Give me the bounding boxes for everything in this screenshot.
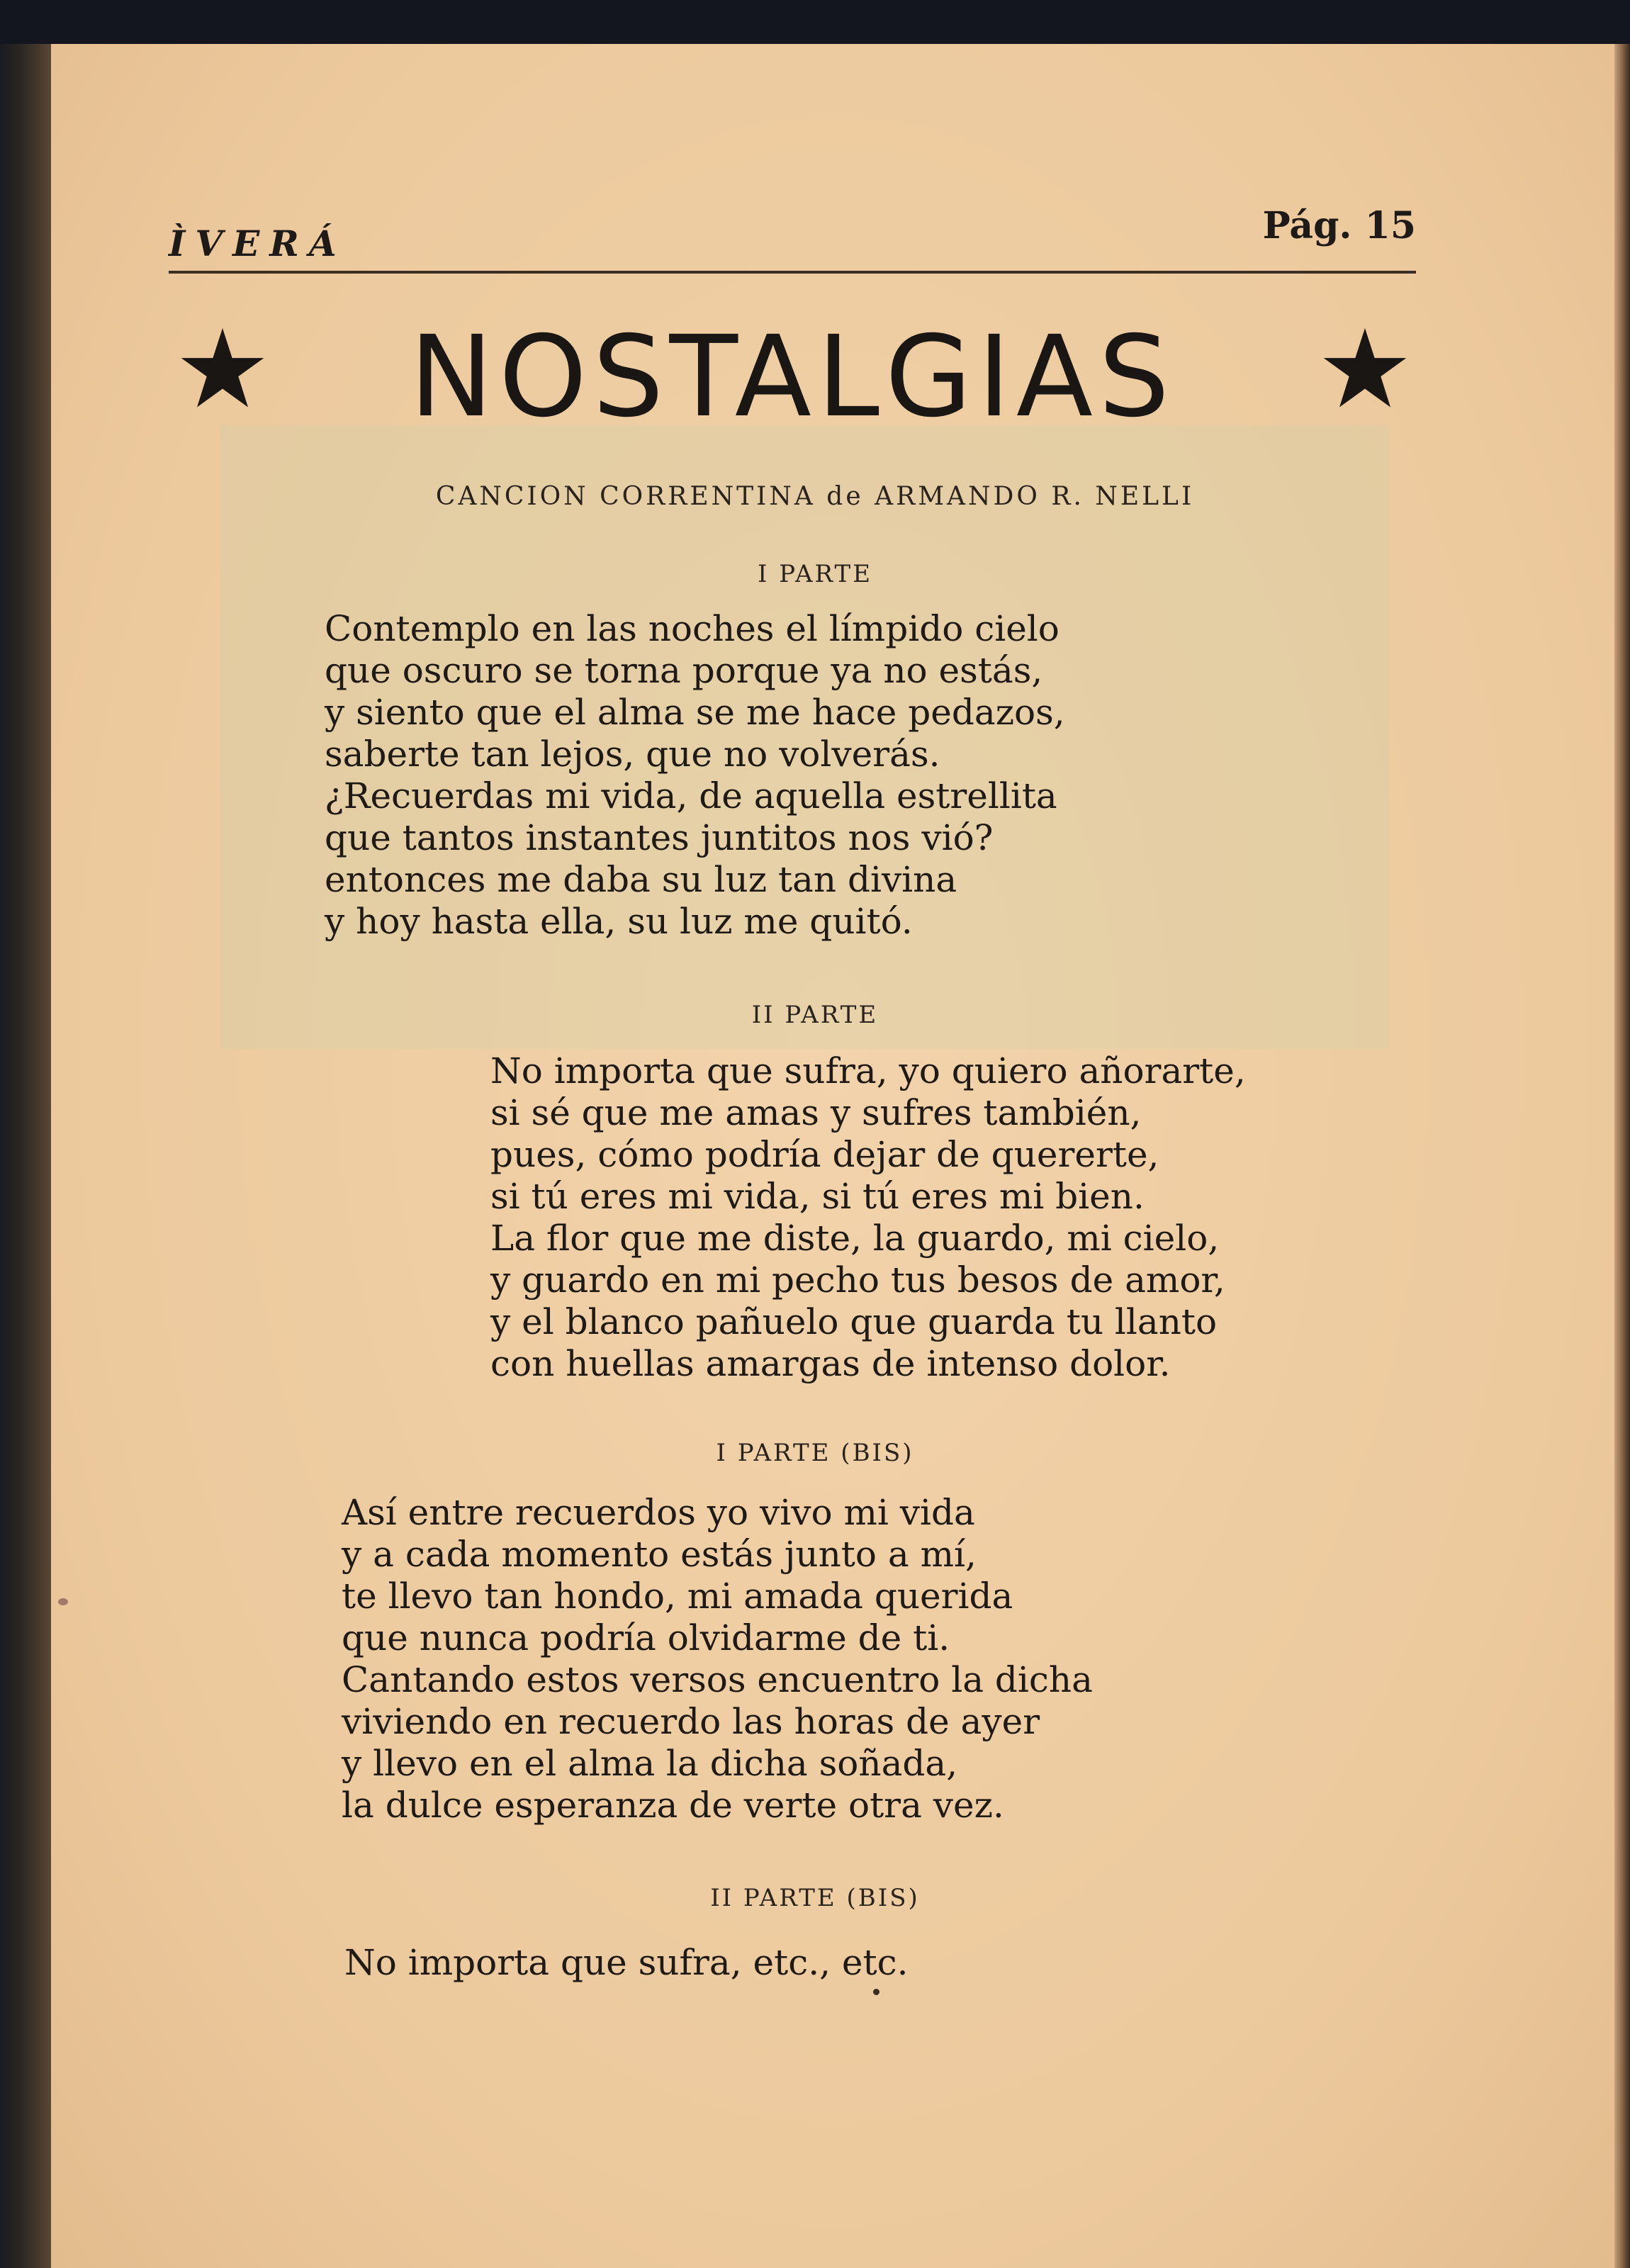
verse-line: Así entre recuerdos yo vivo mi vida xyxy=(342,1492,975,1533)
song-subtitle: CANCION CORRENTINA de ARMANDO R. NELLI xyxy=(435,482,1195,511)
verse-line: y guardo en mi pecho tus besos de amor, xyxy=(490,1259,1225,1301)
verse-line: con huellas amargas de intenso dolor. xyxy=(490,1343,1171,1384)
verse-line: si sé que me amas y sufres también, xyxy=(490,1092,1142,1133)
section-heading: II PARTE (BIS) xyxy=(710,1884,920,1912)
section-heading: I PARTE (BIS) xyxy=(716,1439,914,1467)
verse-line: la dulce esperanza de verte otra vez. xyxy=(342,1785,1004,1826)
verse-line: ¿Recuerdas mi vida, de aquella estrellita xyxy=(325,775,1057,816)
verse-line: que nunca podría olvidarme de ti. xyxy=(342,1617,950,1658)
running-header xyxy=(169,198,1416,276)
verse-line: y el blanco pañuelo que guarda tu llanto xyxy=(490,1301,1218,1342)
book-spine-shadow xyxy=(0,44,51,2268)
verse-line: y siento que el alma se me hace pedazos, xyxy=(325,692,1065,733)
verse-line: La flor que me diste, la guardo, mi cielo, xyxy=(490,1218,1220,1259)
stanza xyxy=(325,608,1065,943)
verse-line: No importa que sufra, yo quiero añorarte, xyxy=(490,1050,1246,1091)
section-heading: II PARTE xyxy=(751,1001,879,1029)
verse-line: pues, cómo podría dejar de quererte, xyxy=(490,1134,1159,1175)
song-title: NOSTALGIAS xyxy=(409,312,1176,442)
verse-line: que oscuro se torna porque ya no estás, xyxy=(325,650,1043,691)
page-edge xyxy=(1614,44,1630,2268)
verse-line: No importa que sufra, etc., etc. xyxy=(344,1942,909,1983)
verse-line: saberte tan lejos, que no volverás. xyxy=(325,734,940,775)
stanza xyxy=(490,1050,1246,1385)
verse-line: Cantando estos versos encuentro la dicha xyxy=(342,1659,1093,1700)
stanza xyxy=(344,1942,908,1984)
verse-line: si tú eres mi vida, si tú eres mi bien. xyxy=(490,1176,1145,1217)
section-heading: I PARTE xyxy=(757,560,873,588)
verse-line: y llevo en el alma la dicha soñada, xyxy=(342,1743,958,1784)
verse-line: y a cada momento estás junto a mí, xyxy=(342,1534,977,1575)
verse-line: viviendo en recuerdo las horas de ayer xyxy=(342,1701,1040,1742)
stanza xyxy=(342,1492,1093,1826)
verse-line: y hoy hasta ella, su luz me quitó. xyxy=(325,901,913,942)
page-mark xyxy=(58,1598,68,1605)
verse-line: que tantos instantes juntitos nos vió? xyxy=(325,817,994,858)
magazine-name: ÌVERÁ xyxy=(169,223,347,264)
verse-line: Contemplo en las noches el límpido cielo xyxy=(325,608,1060,649)
star-icon xyxy=(1321,325,1409,412)
verse-line: entonces me daba su luz tan divina xyxy=(325,859,957,900)
header-rule xyxy=(169,271,1416,274)
ink-speck xyxy=(873,1989,879,1995)
page-number: Pág. 15 xyxy=(1262,204,1416,247)
title-row xyxy=(169,312,1416,442)
verse-line: te llevo tan hondo, mi amada querida xyxy=(342,1576,1013,1617)
